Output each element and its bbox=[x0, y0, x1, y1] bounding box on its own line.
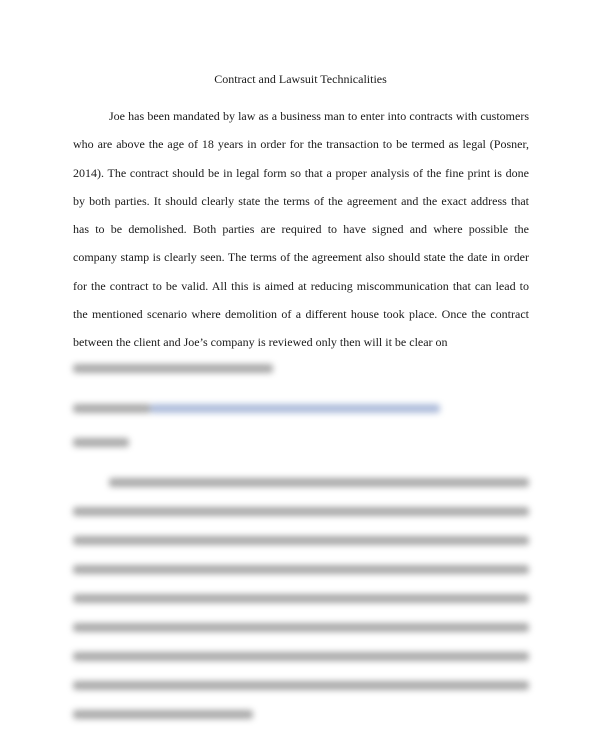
blurred-line bbox=[73, 652, 529, 661]
blurred-line bbox=[73, 565, 529, 574]
blurred-preview-region bbox=[0, 352, 601, 750]
blurred-line bbox=[73, 404, 151, 413]
blurred-line bbox=[73, 536, 529, 545]
blurred-line bbox=[73, 681, 529, 690]
blurred-line bbox=[73, 507, 529, 516]
blurred-line bbox=[73, 364, 273, 373]
visible-text-region bbox=[0, 0, 601, 355]
blurred-line bbox=[73, 710, 253, 719]
document-title: Contract and Lawsuit Technicalities bbox=[214, 72, 387, 86]
body-paragraph: Joe has been mandated by law as a business man to enter into contracts with customers who are above the age of 18 years in order for the transaction to be termed as legal (Posner, 2014). The contract should be in legal form so that a proper analysis of the fine print is done by both parties. It should clearly state the terms of the agreement and the exact address that has to be demolished. Both parties are required to have signed and where possible the company stamp is clearly seen. The terms of the agreement also should state the date in order for the contract to be valid. All this is aimed at reducing miscommunication that can lead to the mentioned scenario where demolition of a different house took place. Once the contract between the client and Joe’s company is reviewed only then will it be clear on bbox=[73, 109, 529, 350]
blurred-line bbox=[73, 594, 529, 603]
blurred-line bbox=[73, 623, 529, 632]
blurred-link-line bbox=[150, 404, 440, 413]
blurred-heading bbox=[73, 438, 129, 447]
blurred-line bbox=[109, 478, 529, 487]
